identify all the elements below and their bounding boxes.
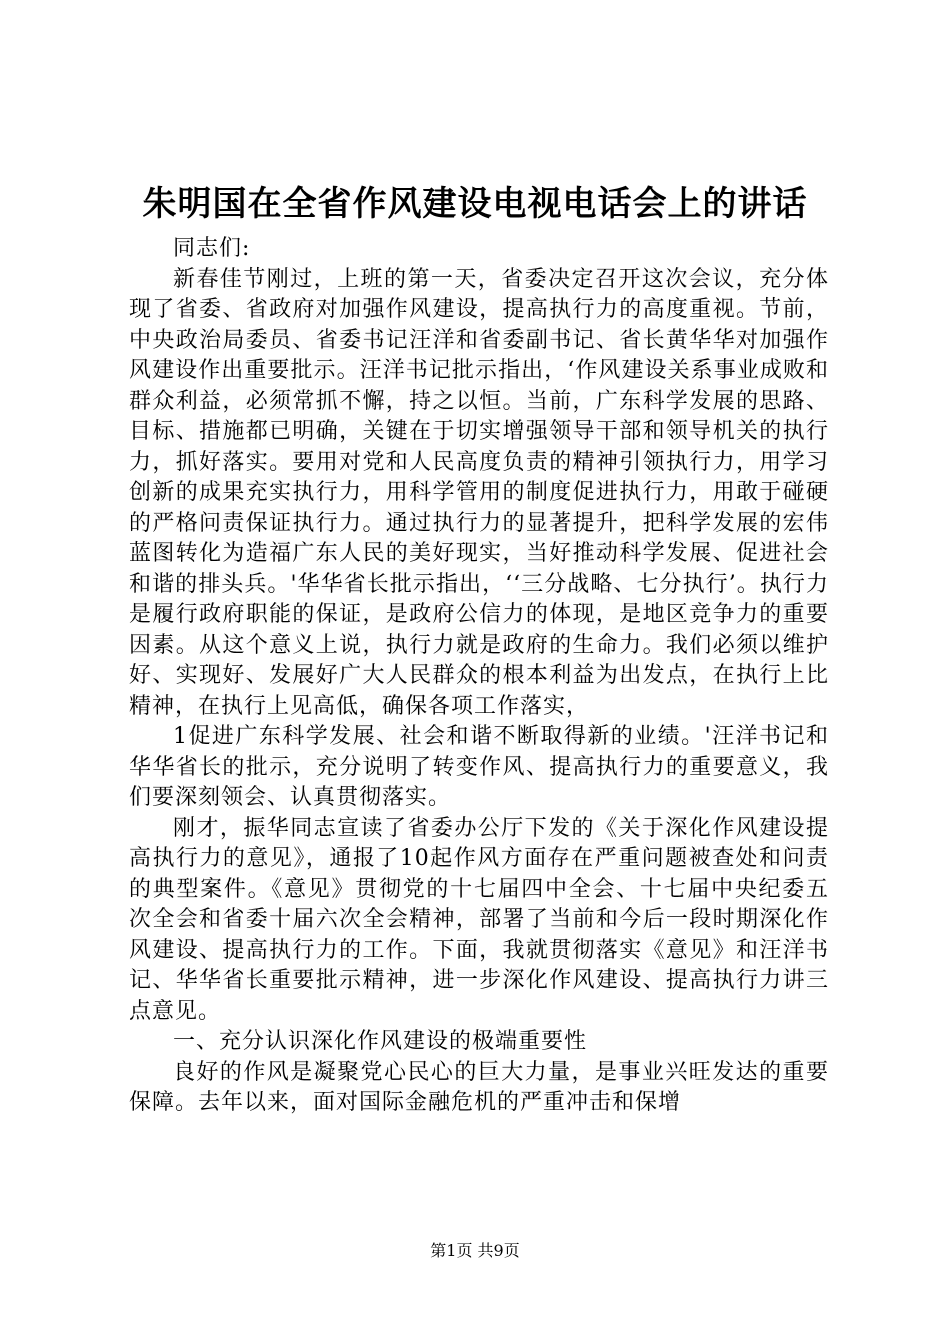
paragraph-3: 刚才，振华同志宣读了省委办公厅下发的《关于深化作风建设提高执行力的意见》，通报了10起作风方面存在严重问题被查处和问责的典型案件。《意见》贯彻党的十七届四中全会、十七届中央纪委五次全会和省委十届六次全会精神，部署了当前和今后一段时期深化作风建设、提高执行力的工作。下面，我就贯彻落实《意见》和汪洋书记、华华省长重要批示精神，进一步深化作风建设、提高执行力讲三点意见。 [129,815,829,1024]
paragraph-salutation: 同志们: [173,236,251,261]
paragraph-2: 1促进广东科学发展、社会和谐不断取得新的业绩。'汪洋书记和华华省长的批示，充分说明了转变作风、提高执行力的重要意义，我们要深刻领会、认真贯彻落实。 [129,724,829,810]
section-heading-1: 一、充分认识深化作风建设的极端重要性 [173,1029,588,1054]
paragraph-1: 新春佳节刚过，上班的第一天，省委决定召开这次会议，充分体现了省委、省政府对加强作风建设，提高执行力的高度重视。节前，中央政治局委员、省委书记汪洋和省委副书记、省长黄华华对加强作风建设作出重要批示。汪洋书记批示指出，‘作风建设关系事业成败和群众利益，必须常抓不懈，持之以恒。当前，广东科学发展的思路、目标、措施都已明确，关键在于切实增强领导干部和领导机关的执行力，抓好落实。要用对党和人民高度负责的精神引领执行力，用学习创新的成果充实执行力，用科学管用的制度促进执行力，用敢于碰硬的严格问责保证执行力。通过执行力的显著提升，把科学发展的宏伟蓝图转化为造福广东人民的美好现实，当好推动科学发展、促进社会和谐的排头兵。'华华省长批示指出，‘‘三分战略、七分执行’。执行力是履行政府职能的保证，是政府公信力的体现，是地区竞争力的重要因素。从这个意义上说，执行力就是政府的生命力。我们必须以维护好、实现好、发展好广大人民群众的根本利益为出发点，在执行上比精神，在执行上见高低，确保各项工作落实， [129,266,829,719]
document-body [129,234,829,1119]
page-number-footer: 第1页 共9页 [430,1241,520,1260]
paragraph-4: 良好的作风是凝聚党心民心的巨大力量，是事业兴旺发达的重要保障。去年以来，面对国际金融危机的严重冲击和保增 [129,1059,829,1115]
document-title: 朱明国在全省作风建设电视电话会上的讲话 [142,184,808,224]
